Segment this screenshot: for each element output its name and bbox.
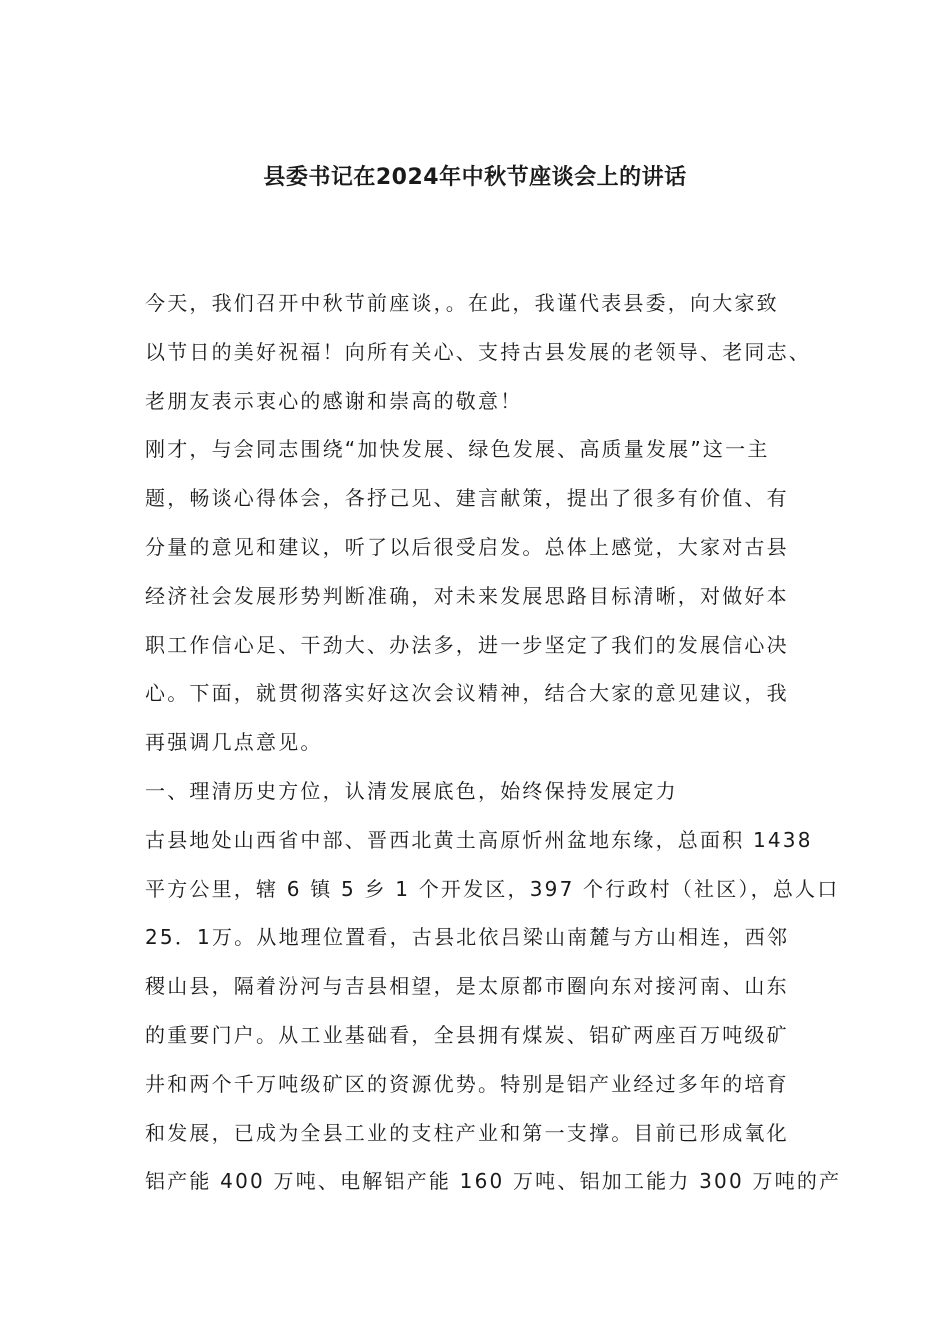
text-line: 经济社会发展形势判断准确，对未来发展思路目标清晰，对做好本 <box>145 583 789 608</box>
section-heading: 一、理清历史方位，认清发展底色，始终保持发展定力 <box>145 778 678 803</box>
text-line: 老朋友表示衷心的感谢和崇高的敬意！ <box>145 388 523 413</box>
document-title: 县委书记在2024年中秋节座谈会上的讲话 <box>263 165 687 190</box>
text-line: 心。下面，就贯彻落实好这次会议精神，结合大家的意见建议，我 <box>145 681 789 706</box>
text-line: 的重要门户。从工业基础看，全县拥有煤炭、铝矿两座百万吨级矿 <box>145 1022 789 1047</box>
text-line: 再强调几点意见。 <box>145 730 323 755</box>
text-line: 平方公里，辖 6 镇 5 乡 1 个开发区，397 个行政村（社区），总人口 <box>145 876 840 901</box>
text-line: 铝产能 400 万吨、电解铝产能 160 万吨、铝加工能力 300 万吨的产 <box>145 1169 842 1194</box>
text-line: 古县地处山西省中部、晋西北黄土高原忻州盆地东缘，总面积 1438 <box>145 827 813 852</box>
text-line: 题，畅谈心得体会，各抒己见、建言献策，提出了很多有价值、有 <box>145 486 789 511</box>
document-body <box>145 279 842 1206</box>
text-line: 和发展，已成为全县工业的支柱产业和第一支撑。目前已形成氧化 <box>145 1120 789 1145</box>
text-line: 25．1万。从地理位置看，古县北依吕梁山南麓与方山相连，西邻 <box>145 925 790 950</box>
text-line: 稷山县，隔着汾河与吉县相望，是太原都市圈向东对接河南、山东 <box>145 974 789 999</box>
text-line: 职工作信心足、干劲大、办法多，进一步坚定了我们的发展信心决 <box>145 632 789 657</box>
text-line: 刚才，与会同志围绕“加快发展、绿色发展、高质量发展”这一主 <box>145 437 770 462</box>
text-line: 以节日的美好祝福！向所有关心、支持古县发展的老领导、老同志、 <box>145 339 811 364</box>
text-line: 分量的意见和建议，听了以后很受启发。总体上感觉，大家对古县 <box>145 534 789 559</box>
text-line: 井和两个千万吨级矿区的资源优势。特别是铝产业经过多年的培育 <box>145 1071 789 1096</box>
text-line: 今天，我们召开中秋节前座谈，。在此，我谨代表县委，向大家致 <box>145 291 779 315</box>
